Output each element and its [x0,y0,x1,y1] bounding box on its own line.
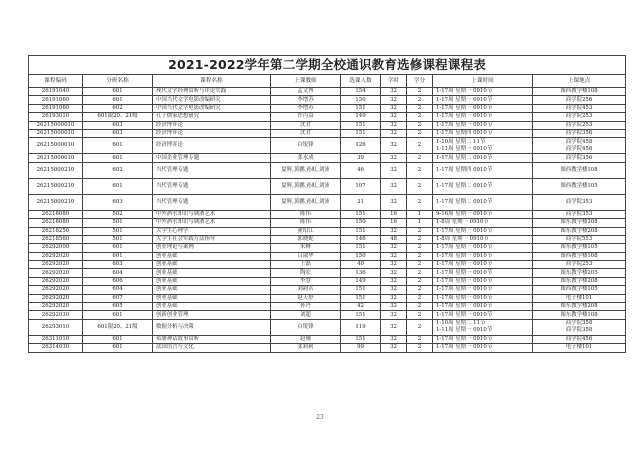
cell-time: 1-17周 星期一 0910节 [433,277,533,285]
cell-location: 图东教学楼108 [533,311,626,319]
cell-time: 1-17周 星期二 0910节 [433,178,533,194]
cell-hours: 32 [381,113,407,121]
cell-course-code: 26292020 [29,303,83,311]
cell-class-name: 601 [83,138,153,154]
cell-course-code: 26193010 [29,113,83,121]
header-class-name: 分班名称 [83,75,153,88]
header-location: 上课地点 [533,75,626,88]
cell-enrollment: 151 [341,121,381,129]
cell-time: 1-17周 星期一 0910节 [433,88,533,96]
table-row [29,244,626,252]
table-row [29,96,626,104]
cell-location: 商学院356 [533,129,626,137]
table-row [29,294,626,302]
cell-hours: 32 [381,178,407,194]
table-row [29,121,626,129]
cell-enrollment: 149 [341,277,381,285]
cell-location: 图西教学楼105 [533,178,626,194]
header-course-name: 课程名称 [153,75,271,88]
cell-credits: 2 [407,261,433,269]
cell-course-name: 当代管理专题 [153,194,271,210]
cell-course-code: 26191060 [29,96,83,104]
cell-course-name: 大学生心理学 [153,227,271,235]
cell-location: 图东教学楼208 [533,219,626,227]
cell-enrollment: 119 [341,319,381,335]
cell-teacher: 张水成 [271,154,341,162]
cell-teacher: 吕淑华 [271,252,341,260]
cell-location: 图东教学楼105 [533,244,626,252]
page-title: 2021-2022学年第二学期全校通识教育选修课程课程表 [29,56,626,75]
cell-hours: 32 [381,335,407,343]
table-row [29,194,626,210]
cell-teacher: 李增苏 [271,104,341,112]
cell-course-name: 现代文学经典赏析与评论实践 [153,88,271,96]
cell-class-name: 605 [83,303,153,311]
cell-course-code: 26292020 [29,269,83,277]
cell-credits: 2 [407,286,433,294]
cell-teacher: 孟文博 [271,88,341,96]
cell-course-name: 创业基础 [153,277,271,285]
cell-hours: 32 [381,269,407,277]
cell-course-name: 中外酒水知识与调酒艺术 [153,210,271,218]
cell-teacher: 夏辉,黄鹏,孙虹,刘沛 [271,194,341,210]
cell-hours: 32 [381,138,407,154]
cell-teacher: 孙丹 [271,303,341,311]
cell-course-code: 26215000010 [29,138,83,154]
cell-course-name: 孔子儒家思想研究 [153,113,271,121]
cell-class-name: 501 [83,235,153,243]
cell-course-code: 26218250 [29,227,83,235]
cell-enrollment: 31 [341,194,381,210]
cell-credits: 2 [407,194,433,210]
table-row [29,335,626,343]
header-enrollment: 选课人数 [341,75,381,88]
cell-course-code: 26191040 [29,88,83,96]
cell-course-name: 中国企业管理专题 [153,154,271,162]
cell-credits: 2 [407,162,433,178]
cell-course-name: 创业基础 [153,303,271,311]
cell-enrollment: 146 [341,235,381,243]
cell-course-code: 26293010 [29,319,83,335]
cell-class-name: 601限20、21级 [83,319,153,335]
cell-time: 1-17周 星期一 0910节 [433,121,533,129]
cell-location: 图西教学楼105 [533,286,626,294]
cell-course-name: 中国当代文学电影改编研究 [153,96,271,104]
cell-course-code: 26314030 [29,344,83,352]
table-row [29,129,626,137]
cell-time: 1-17周 星期四 0910节 [433,162,533,178]
cell-teacher: 李慧 [271,277,341,285]
cell-enrollment: 39 [341,154,381,162]
cell-class-name: 607 [83,294,153,302]
cell-teacher: 王磊 [271,261,341,269]
course-table [28,55,626,353]
table-row [29,88,626,96]
cell-teacher: 李增苏 [271,96,341,104]
table-row [29,261,626,269]
cell-enrollment: 136 [341,269,381,277]
table-row [29,303,626,311]
cell-time: 1-17周 星期一 0910节 [433,261,533,269]
cell-course-name: 经济博弈论 [153,138,271,154]
cell-hours: 32 [381,121,407,129]
cell-class-name: 606 [83,277,153,285]
cell-teacher: 沈君 [271,129,341,137]
cell-class-name: 601 [83,244,153,252]
cell-location: 图西教学楼108 [533,88,626,96]
cell-course-code: 26292020 [29,252,83,260]
cell-time: 1-17周 星期二 0910节 [433,194,533,210]
cell-enrollment: 151 [341,311,381,319]
cell-enrollment: 151 [341,129,381,137]
cell-time: 1-17周 星期一 0910节 [433,252,533,260]
table-row [29,227,626,235]
cell-hours: 32 [381,104,407,112]
cell-time: 1-8周 星期一 0910节 [433,235,533,243]
cell-location: 商学院356 [533,154,626,162]
cell-hours: 32 [381,252,407,260]
cell-teacher: 夏辉,黄鹏,孙虹,刘沛 [271,178,341,194]
cell-credits: 2 [407,129,433,137]
cell-hours: 32 [381,227,407,235]
cell-class-name: 601 [83,344,153,352]
cell-course-name: 创业理论与案例 [153,244,271,252]
table-row [29,162,626,178]
cell-course-code: 26215000010 [29,121,83,129]
cell-location: 电子楼101 [533,294,626,302]
header-time: 上课时间 [433,75,533,88]
cell-credits: 2 [407,88,433,96]
cell-location: 图西教学楼108 [533,252,626,260]
cell-course-name: 大学生社会实践方法指导 [153,235,271,243]
cell-credits: 2 [407,154,433,162]
cell-credits: 2 [407,113,433,121]
cell-time: 1-17周 星期一 0910节 [433,96,533,104]
cell-location: 商学院456 [533,335,626,343]
table-row [29,138,626,154]
cell-class-name: 601 [83,252,153,260]
cell-course-code: 26218560 [29,235,83,243]
cell-hours: 32 [381,154,407,162]
cell-course-name: 创新创业管理 [153,311,271,319]
cell-location: 商学院553 [533,235,626,243]
cell-credits: 2 [407,311,433,319]
cell-course-code: 26292020 [29,294,83,302]
table-row [29,311,626,319]
cell-time: 1-17周 星期一 0910节 [433,104,533,112]
table-row [29,104,626,112]
cell-class-name: 603 [83,194,153,210]
cell-course-code: 26215000010 [29,154,83,162]
table-body [29,88,626,353]
cell-course-code: 26292030 [29,311,83,319]
cell-course-code: 26311010 [29,335,83,343]
cell-course-name: 创业基础 [153,294,271,302]
cell-credits: 1 [407,219,433,227]
cell-credits: 2 [407,344,433,352]
cell-credits: 2 [407,104,433,112]
cell-time: 1-17周 星期一 0910节 [433,244,533,252]
cell-location: 商学院353 [533,210,626,218]
table-row [29,252,626,260]
cell-time: 1-17周 星期一 0910节 [433,269,533,277]
table-row [29,113,626,121]
cell-course-name: 经济博弈论 [153,129,271,137]
cell-hours: 16 [381,219,407,227]
table-header-row [29,75,626,88]
cell-enrollment: 151 [341,104,381,112]
cell-time: 1-17周 星期四 0910节 [433,129,533,137]
cell-class-name: 501 [83,227,153,235]
cell-teacher: 赵天舒 [271,294,341,302]
cell-time: 1-8周 星期一 0910节 [433,219,533,227]
cell-time: 1-17周 星期一 0910节 [433,294,533,302]
cell-class-name: 604 [83,286,153,294]
cell-location: 图东教学楼208 [533,227,626,235]
cell-time: 1-17周 星期一 0910节 [433,344,533,352]
cell-course-name: 希腊神话故事赏析 [153,335,271,343]
cell-teacher: 董绍江 [271,227,341,235]
cell-enrollment: 151 [341,294,381,302]
cell-time: 1-17周 星期二 0910节 [433,154,533,162]
cell-location: 商学院253 [533,121,626,129]
cell-course-name: 经济博弈论 [153,121,271,129]
table-row [29,286,626,294]
cell-time: 1-17周 星期一 0910节 [433,335,533,343]
cell-hours: 32 [381,244,407,252]
cell-credits: 1 [407,210,433,218]
cell-course-name: 当代管理专题 [153,162,271,178]
cell-hours: 32 [381,311,407,319]
cell-location: 商学院253 [533,261,626,269]
cell-time: 1-17周 星期一 0910节 [433,227,533,235]
cell-course-code: 26215000010 [29,129,83,137]
cell-hours: 32 [381,294,407,302]
cell-class-name: 601 [83,88,153,96]
cell-hours: 32 [381,96,407,104]
cell-class-name: 604 [83,269,153,277]
cell-credits: 2 [407,303,433,311]
cell-location: 图东教学楼205 [533,269,626,277]
cell-enrollment: 151 [341,227,381,235]
header-teacher: 上课教师 [271,75,341,88]
cell-teacher: 张莉莉 [271,344,341,352]
cell-location: 商学院253 [533,113,626,121]
cell-class-name: 501 [83,219,153,227]
cell-course-name: 中外酒水知识与调酒艺术 [153,219,271,227]
cell-credits: 2 [407,227,433,235]
cell-class-name: 601 [83,335,153,343]
cell-course-code: 26215000210 [29,162,83,178]
cell-enrollment: 149 [341,113,381,121]
cell-course-name: 创业基础 [153,286,271,294]
cell-location: 图东教学楼208 [533,277,626,285]
cell-course-code: 26218080 [29,210,83,218]
table-row [29,277,626,285]
cell-class-name: 602 [83,104,153,112]
cell-teacher: 郭晓妮 [271,235,341,243]
cell-course-code: 26218080 [29,219,83,227]
cell-enrollment: 126 [341,138,381,154]
cell-location: 商学院256 [533,96,626,104]
cell-credits: 2 [407,178,433,194]
cell-location: 商学院353 [533,194,626,210]
cell-hours: 32 [381,261,407,269]
table-row [29,210,626,218]
cell-enrollment: 150 [341,219,381,227]
cell-course-name: 创业基础 [153,269,271,277]
table-row [29,235,626,243]
cell-enrollment: 150 [341,96,381,104]
cell-teacher: 陶宏 [271,269,341,277]
cell-course-name: 中国当代文学电影改编研究 [153,104,271,112]
cell-course-name: 数据分析与决策 [153,319,271,335]
table-row [29,319,626,335]
cell-teacher: 朱峰 [271,244,341,252]
cell-class-name: 601 [83,154,153,162]
cell-location: 图西教学楼108 [533,162,626,178]
cell-credits: 2 [407,235,433,243]
cell-hours: 32 [381,194,407,210]
cell-location: 图东教学楼208 [533,303,626,311]
cell-course-code: 26292020 [29,277,83,285]
cell-course-code: 26191060 [29,104,83,112]
cell-enrollment: 42 [341,303,381,311]
cell-class-name: 601 [83,311,153,319]
cell-location: 商学院453 [533,104,626,112]
cell-class-name: 603 [83,261,153,269]
cell-hours: 32 [381,319,407,335]
cell-class-name: 603 [83,129,153,137]
cell-course-code: 26292020 [29,261,83,269]
table-row [29,219,626,227]
cell-hours: 32 [381,162,407,178]
cell-teacher: 白锐锋 [271,319,341,335]
cell-hours: 32 [381,303,407,311]
cell-teacher: 夏辉,黄鹏,孙虹,刘沛 [271,162,341,178]
cell-teacher: 刘韵茗 [271,286,341,294]
schedule-sheet [28,55,625,353]
cell-credits: 2 [407,335,433,343]
cell-hours: 32 [381,129,407,137]
cell-enrollment: 107 [341,178,381,194]
cell-time: 1-10周 星期二 11节 1-11周 星期一 0910节 [433,319,533,335]
cell-enrollment: 151 [341,335,381,343]
cell-enrollment: 99 [341,344,381,352]
cell-hours: 32 [381,286,407,294]
cell-hours: 48 [381,235,407,243]
cell-time: 1-10周 星期二 11节 1-11周 星期一 0910节 [433,138,533,154]
cell-location: 商学院458 商学院458 [533,138,626,154]
cell-teacher: 沈君 [271,121,341,129]
cell-course-code: 26292000 [29,244,83,252]
cell-credits: 2 [407,121,433,129]
cell-credits: 2 [407,269,433,277]
cell-credits: 2 [407,96,433,104]
cell-hours: 32 [381,88,407,96]
cell-enrollment: 46 [341,162,381,178]
cell-course-code: 26292020 [29,286,83,294]
table-row [29,178,626,194]
cell-course-name: 创业基础 [153,252,271,260]
cell-teacher: 许丙益 [271,113,341,121]
header-credits: 学分 [407,75,433,88]
cell-enrollment: 151 [341,244,381,252]
cell-class-name: 502 [83,210,153,218]
table-row [29,344,626,352]
cell-time: 9-16周 星期一 0910节 [433,210,533,218]
cell-teacher: 刘超 [271,311,341,319]
header-course-code: 课程编码 [29,75,83,88]
cell-teacher: 陈伟 [271,210,341,218]
cell-time: 1-17周 星期一 0910节 [433,303,533,311]
cell-enrollment: 151 [341,210,381,218]
cell-location: 商学院358 商学院358 [533,319,626,335]
cell-credits: 2 [407,294,433,302]
cell-enrollment: 154 [341,88,381,96]
cell-credits: 2 [407,277,433,285]
cell-hours: 32 [381,277,407,285]
cell-credits: 2 [407,252,433,260]
table-row [29,154,626,162]
cell-credits: 2 [407,319,433,335]
cell-enrollment: 150 [341,252,381,260]
cell-teacher: 赵珊 [271,335,341,343]
cell-teacher: 白锐锋 [271,138,341,154]
cell-time: 1-17周 星期一 0910节 [433,311,533,319]
cell-teacher: 陈伟 [271,219,341,227]
table-row [29,269,626,277]
cell-course-code: 26215000210 [29,194,83,210]
cell-credits: 2 [407,138,433,154]
cell-enrollment: 151 [341,286,381,294]
cell-location: 电子楼101 [533,344,626,352]
cell-hours: 16 [381,210,407,218]
cell-class-name: 602 [83,162,153,178]
page-number: 23 [316,414,324,421]
cell-class-name: 601限20、21级 [83,113,153,121]
cell-course-code: 26215000210 [29,178,83,194]
cell-course-name: 法国语言与文化 [153,344,271,352]
cell-time: 1-17周 星期一 0910节 [433,113,533,121]
header-hours: 学时 [381,75,407,88]
cell-enrollment: 40 [341,261,381,269]
cell-class-name: 601 [83,96,153,104]
cell-course-name: 当代管理专题 [153,178,271,194]
cell-class-name: 601 [83,178,153,194]
cell-class-name: 603 [83,121,153,129]
cell-course-name: 创业基础 [153,261,271,269]
cell-time: 1-17周 星期一 0910节 [433,286,533,294]
cell-hours: 32 [381,344,407,352]
cell-credits: 2 [407,244,433,252]
